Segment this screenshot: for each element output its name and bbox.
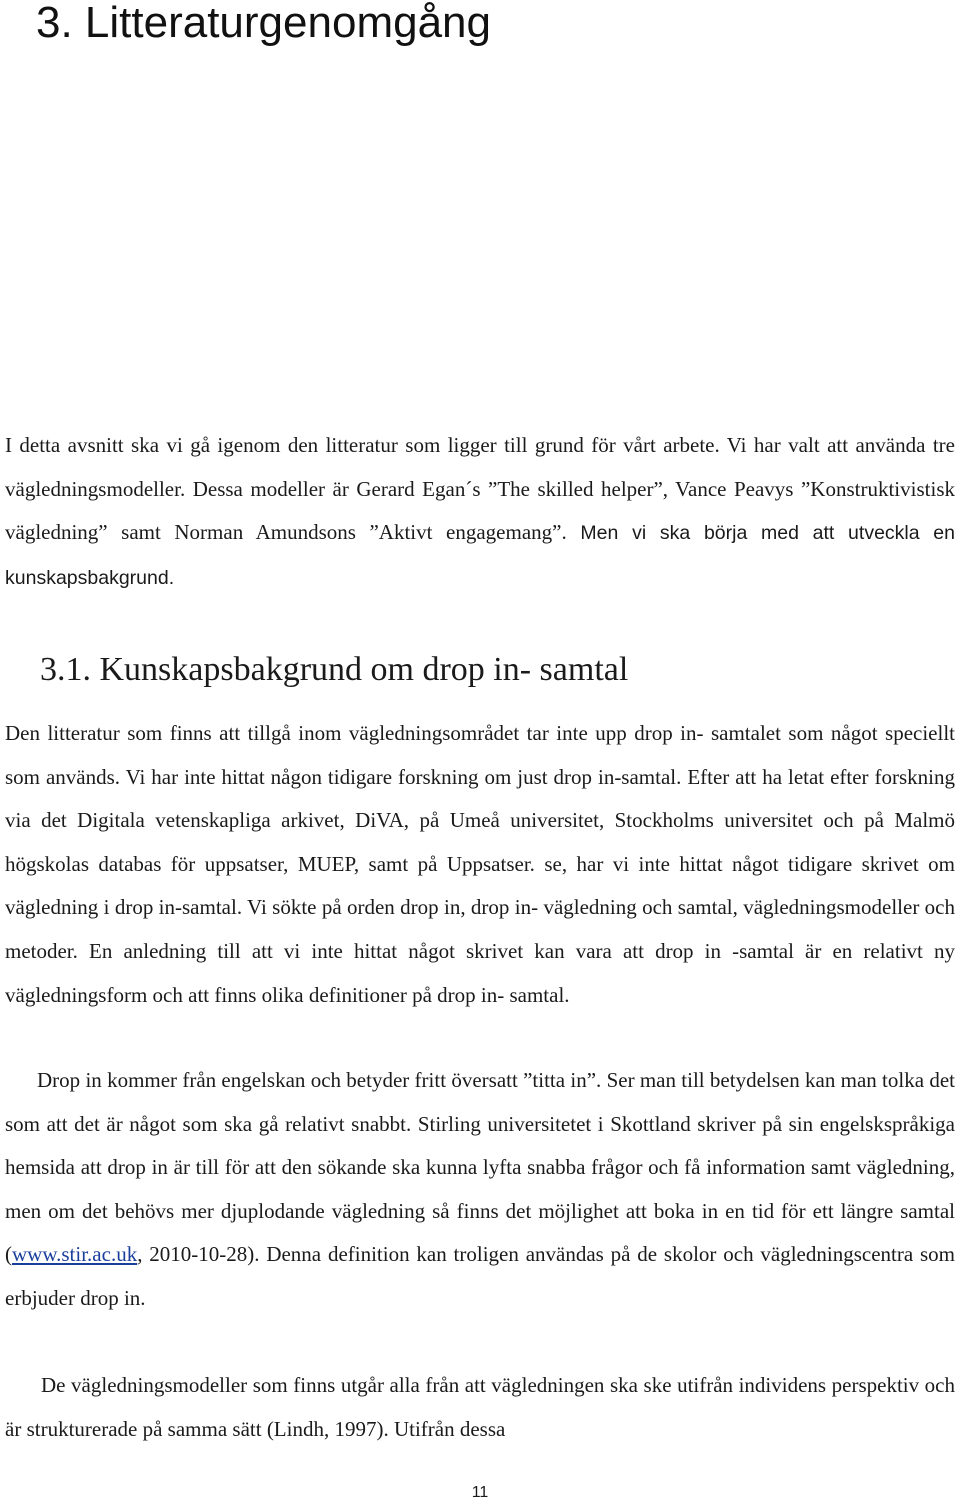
chapter-title: 3. Litteraturgenomgång: [36, 0, 491, 47]
paragraph-2-text: Drop in kommer från engelskan och betyder fritt översatt ”titta in”. Ser man till betydelsen kan man tolka det som att det är något som ska gå relativt snabbt. Stirling universitetet i Skottland skriver på sin engelskspråkiga hemsida att drop in är till för att den sökande ska kunna lyfta snabba frågor och få information samt vägledning, men om det behövs mer djuplodande vägledning så finns det möjlighet att boka in en tid för ett längre samtal (: [5, 1068, 955, 1267]
section-paragraph-1: Den litteratur som finns att tillgå inom vägledningsområdet tar inte upp drop in- samtalet som något speciellt som används. Vi har inte hittat någon tidigare forskning om just drop in-samtal. Efter att ha letat efter forskning via det Digitala vetenskapliga arkivet, DiVA, på Umeå universitet, Stockholms universitet och på Malmö högskolas databas för uppsatser, MUEP, samt på Uppsatser. se, har vi inte hittat något tidigare skrivet om vägledning i drop in-samtal. Vi sökte på orden drop in, drop in- vägledning och samtal, vägledningsmodeller och metoder. En anledning till att vi inte hittat något skrivet kan vara att drop in -samtal är en relativt ny vägledningsform och att finns olika definitioner på drop in- samtal.: [5, 721, 955, 1007]
section-paragraph-3: De vägledningsmodeller som finns utgår alla från att vägledningen ska ske utifrån individens perspektiv och är strukturerade på samma sätt (Lindh, 1997). Utifrån dessa: [5, 1373, 955, 1441]
section-title: 3.1. Kunskapsbakgrund om drop in- samtal: [40, 651, 629, 688]
paragraph-2-text-end: , 2010-10-28). Denna definition kan troligen användas på de skolor och vägledningscentra som erbjuder drop in.: [5, 1242, 955, 1310]
intro-paragraph: [5, 424, 955, 600]
intro-text-serif: I detta avsnitt ska vi gå igenom den litteratur som ligger till grund för vårt arbete. Vi har valt att använda tre vägledningsmodeller. Dessa modeller är Gerard Egan´s ”The skilled helper”, Vance Peavys ”Konstruktivistisk vägledning” samt Norman Amundsons ”Aktivt engagemang”.: [5, 433, 955, 545]
stir-link[interactable]: www.stir.ac.uk: [12, 1242, 138, 1267]
section-paragraph-2: [5, 1059, 955, 1321]
page-number: 11: [471, 1484, 489, 1501]
intro-text-sans: Men vi ska börja med att utveckla en kunskapsbakgrund.: [5, 522, 955, 589]
